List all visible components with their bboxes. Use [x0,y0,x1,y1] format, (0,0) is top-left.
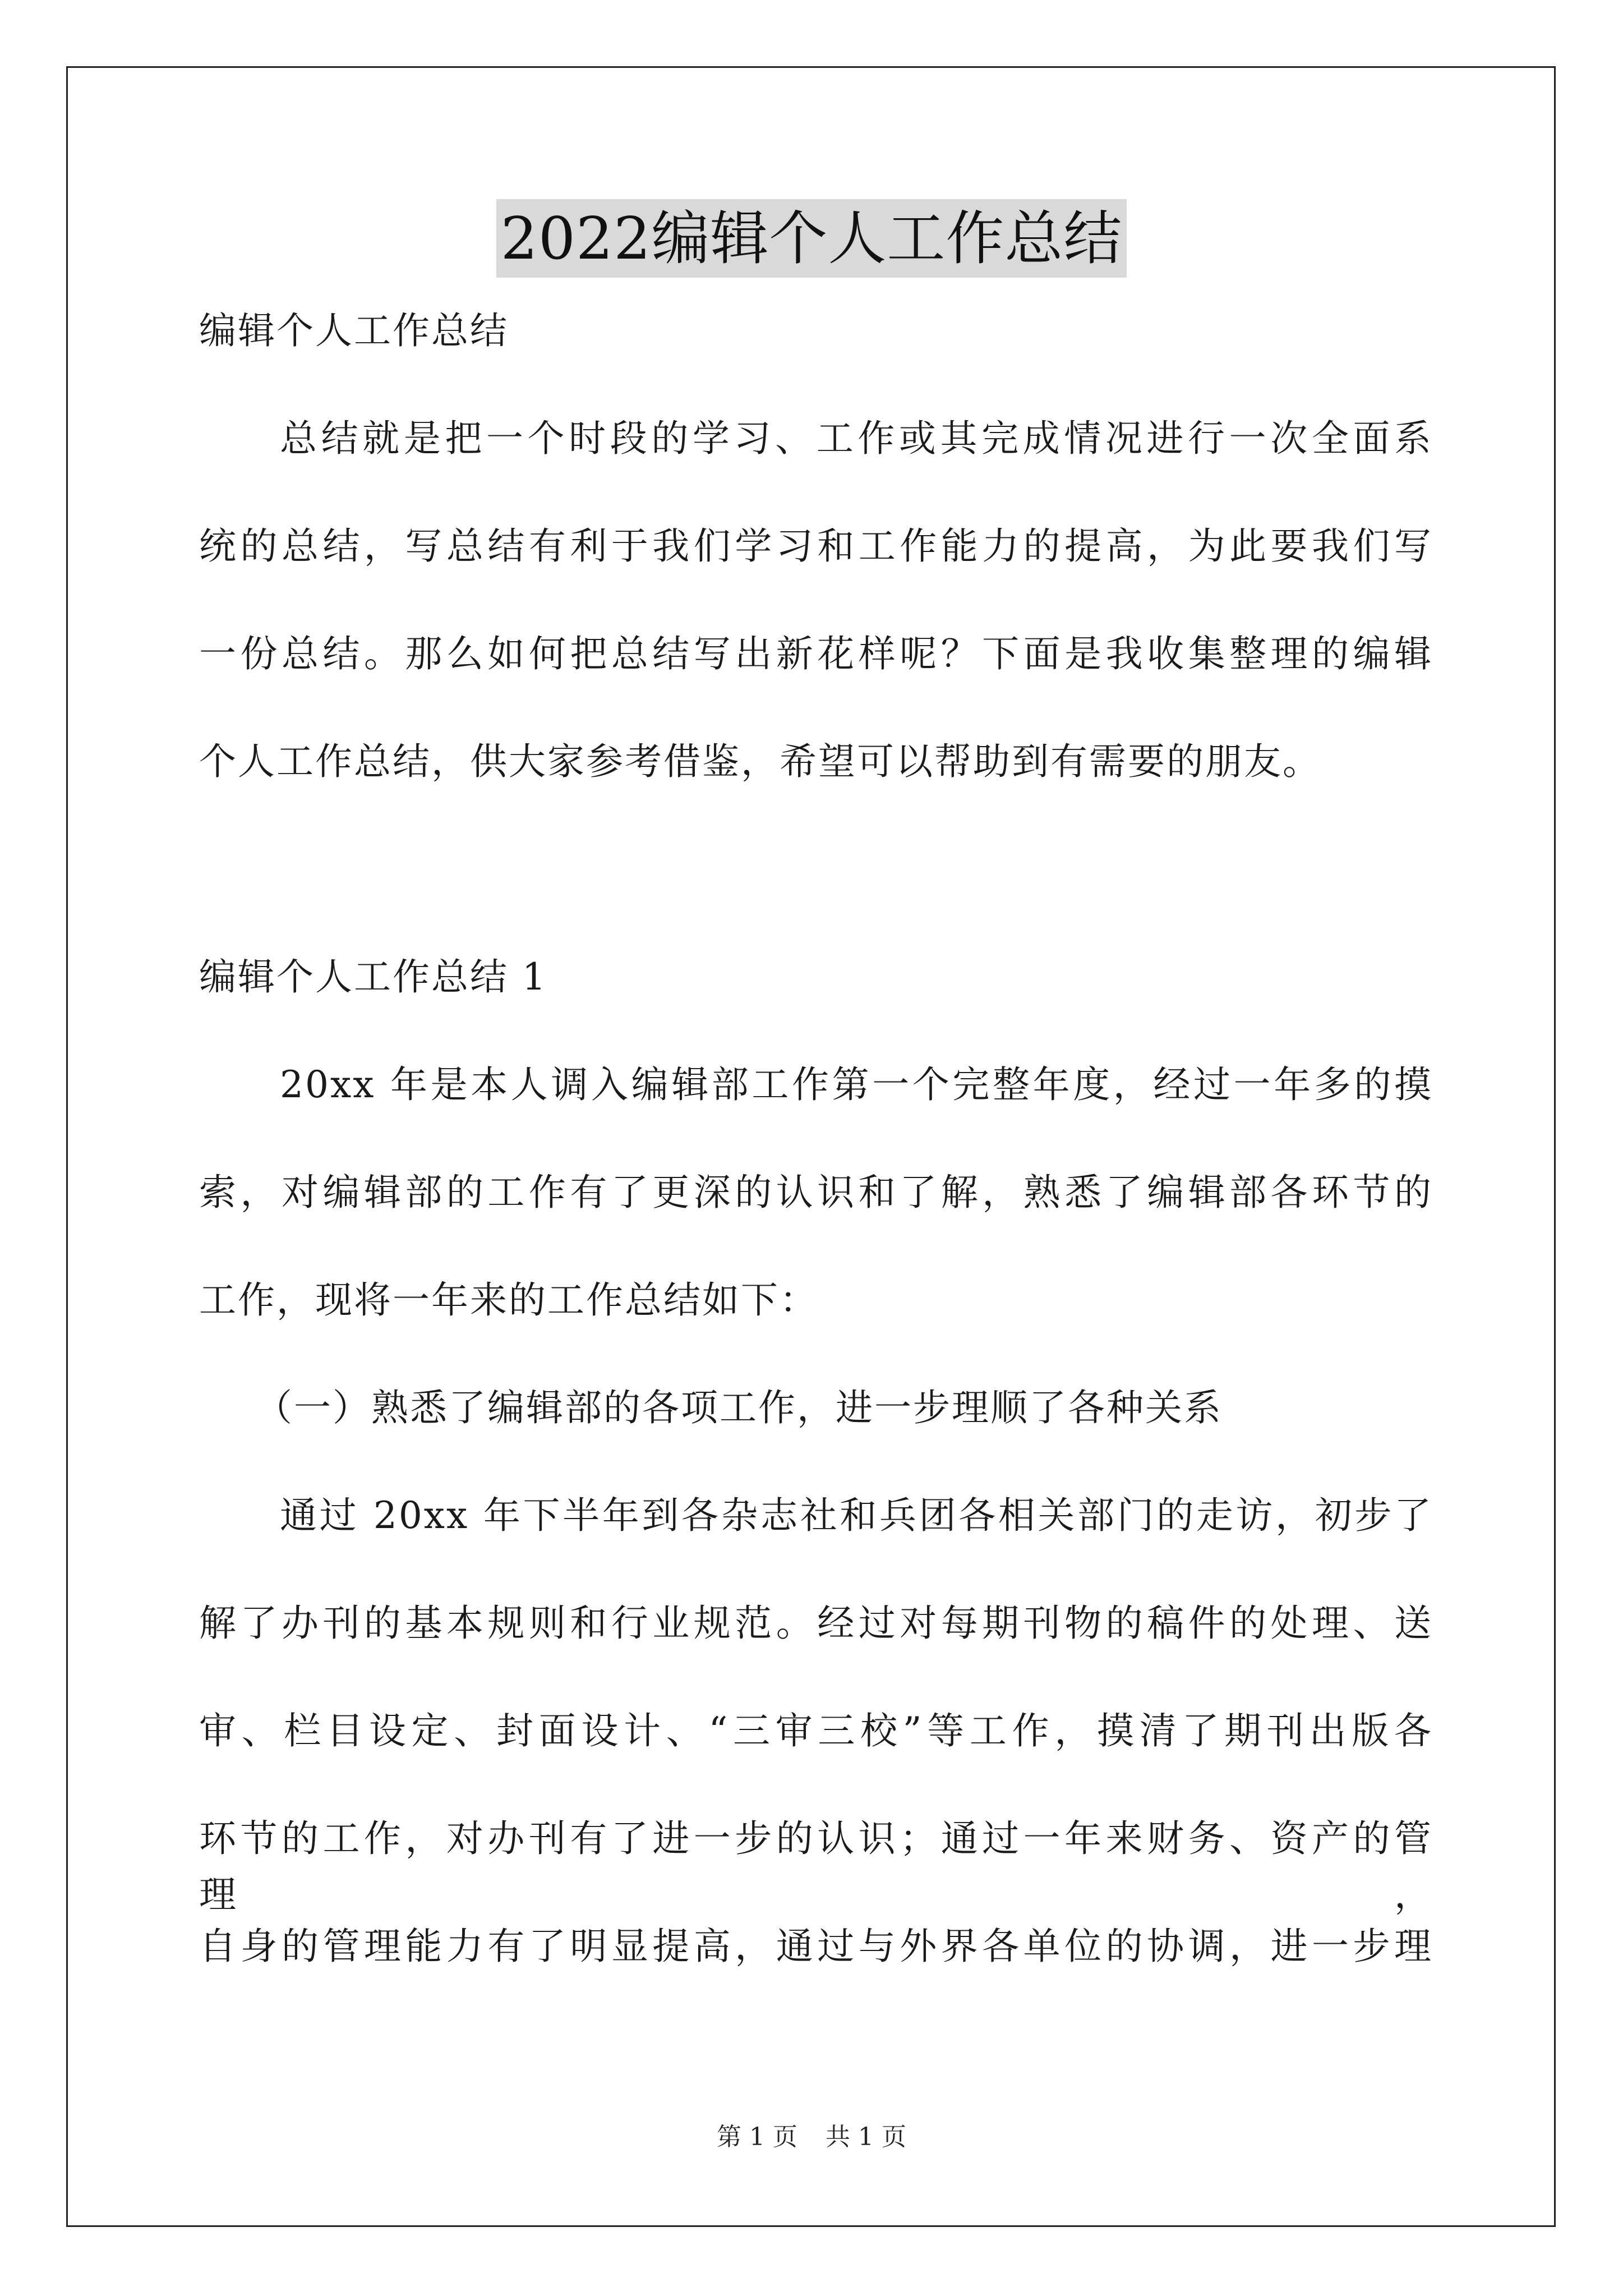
document-body [199,303,1433,2026]
paragraph-line: 个人工作总结，供大家参考借鉴，希望可以帮助到有需要的朋友。 [199,740,1321,783]
document-title: 2022编辑个人工作总结 [496,199,1127,278]
paragraph-line: 审、栏目设定、封面设计、“三审三校”等工作，摸清了期刊出版各 [199,1709,1433,1752]
paragraph-line: 解了办刊的基本规则和行业规范。经过对每期刊物的稿件的处理、送 [199,1602,1433,1645]
section-heading: 编辑个人工作总结 1 [199,955,547,999]
paragraph-line: 20xx 年是本人调入编辑部工作第一个完整年度，经过一年多的摸 [280,1063,1433,1106]
page-number: 第 1 页 [717,2123,797,2151]
paragraph-line: 环节的工作，对办刊有了进一步的认识；通过一年来财务、资产的管理， [199,1817,1433,1916]
page-total: 共 1 页 [826,2123,906,2151]
paragraph-line: 通过 20xx 年下半年到各杂志社和兵团各相关部门的走访，初步了 [280,1494,1433,1537]
blank-line [199,841,1433,898]
paragraph-line: 索，对编辑部的工作有了更深的认识和了解，熟悉了编辑部各环节的 [199,1171,1433,1214]
paragraph-line: 一份总结。那么如何把总结写出新花样呢？下面是我收集整理的编辑 [199,632,1433,675]
page-footer [0,2120,1623,2154]
paragraph-line: 总结就是把一个时段的学习、工作或其完成情况进行一次全面系 [280,417,1433,460]
paragraph-line: 统的总结，写总结有利于我们学习和工作能力的提高，为此要我们写 [199,524,1433,568]
paragraph-line: 工作，现将一年来的工作总结如下： [199,1278,818,1322]
title-container [0,199,1623,278]
subsection-heading: （一）熟悉了编辑部的各项工作，进一步理顺了各种关系 [255,1386,1223,1429]
paragraph-line: 自身的管理能力有了明显提高，通过与外界各单位的协调，进一步理 [199,1925,1433,1968]
section-heading: 编辑个人工作总结 [199,309,509,352]
